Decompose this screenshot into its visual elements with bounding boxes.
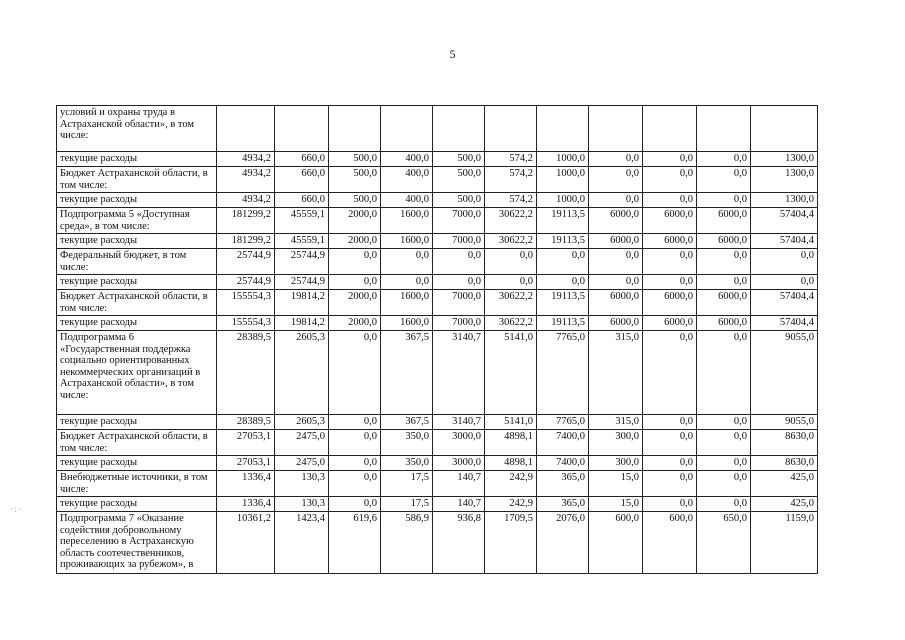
value-cell: 57404,4 [751,208,818,234]
value-cell: 367,5 [381,415,433,430]
value-cell: 140,7 [433,497,485,512]
value-cell: 25744,9 [275,249,329,275]
value-cell: 500,0 [329,152,381,167]
table-row [57,152,818,167]
value-cell: 0,0 [329,497,381,512]
value-cell: 0,0 [589,193,643,208]
value-cell: 0,0 [329,275,381,290]
value-cell: 1600,0 [381,234,433,249]
value-cell: 0,0 [329,249,381,275]
value-cell: 0,0 [643,471,697,497]
value-cell: 28389,5 [217,331,275,415]
value-cell [643,106,697,152]
value-cell: 0,0 [643,456,697,471]
table-row [57,290,818,316]
value-cell: 4934,2 [217,167,275,193]
table-row [57,497,818,512]
value-cell: 6000,0 [589,208,643,234]
table-row [57,430,818,456]
value-cell: 1000,0 [537,193,589,208]
value-cell: 6000,0 [697,316,751,331]
row-label: Подпрограмма 6 «Государственная поддержка социально ориентированных некоммерческих организаций в Астраханской области», в том числе: [57,331,217,415]
value-cell: 45559,1 [275,234,329,249]
value-cell: 1159,0 [751,512,818,574]
value-cell: 0,0 [697,415,751,430]
value-cell: 2000,0 [329,290,381,316]
value-cell: 0,0 [751,275,818,290]
value-cell: 0,0 [485,275,537,290]
value-cell: 0,0 [329,456,381,471]
value-cell: 0,0 [381,275,433,290]
value-cell: 27053,1 [217,430,275,456]
value-cell: 425,0 [751,471,818,497]
value-cell: 27053,1 [217,456,275,471]
value-cell: 2475,0 [275,456,329,471]
value-cell [329,106,381,152]
value-cell: 0,0 [329,415,381,430]
row-label: Федеральный бюджет, в том числе: [57,249,217,275]
value-cell: 57404,4 [751,234,818,249]
value-cell: 425,0 [751,497,818,512]
value-cell: 0,0 [643,497,697,512]
value-cell: 1600,0 [381,208,433,234]
value-cell: 600,0 [643,512,697,574]
value-cell: 0,0 [643,415,697,430]
value-cell: 140,7 [433,471,485,497]
value-cell: 0,0 [589,167,643,193]
value-cell: 130,3 [275,497,329,512]
table-row [57,415,818,430]
value-cell: 155554,3 [217,290,275,316]
value-cell: 350,0 [381,456,433,471]
margin-mark: · : · [10,505,22,514]
row-label: Бюджет Астраханской области, в том числе: [57,290,217,316]
value-cell: 300,0 [589,456,643,471]
value-cell: 8630,0 [751,456,818,471]
value-cell: 2605,3 [275,415,329,430]
value-cell: 500,0 [433,193,485,208]
value-cell: 7000,0 [433,290,485,316]
row-label: текущие расходы [57,415,217,430]
value-cell [381,106,433,152]
value-cell: 7000,0 [433,208,485,234]
value-cell: 0,0 [697,471,751,497]
value-cell: 0,0 [643,331,697,415]
row-label: Бюджет Астраханской области, в том числе: [57,430,217,456]
value-cell: 4898,1 [485,456,537,471]
value-cell: 6000,0 [697,208,751,234]
value-cell: 3140,7 [433,331,485,415]
row-label: текущие расходы [57,497,217,512]
value-cell: 57404,4 [751,290,818,316]
value-cell: 1300,0 [751,152,818,167]
value-cell: 28389,5 [217,415,275,430]
value-cell: 315,0 [589,415,643,430]
value-cell: 5141,0 [485,415,537,430]
table-row [57,471,818,497]
value-cell: 6000,0 [643,316,697,331]
value-cell: 15,0 [589,471,643,497]
value-cell: 0,0 [589,275,643,290]
value-cell: 3000,0 [433,456,485,471]
value-cell: 7000,0 [433,234,485,249]
value-cell: 130,3 [275,471,329,497]
value-cell: 242,9 [485,471,537,497]
value-cell: 574,2 [485,193,537,208]
value-cell: 1600,0 [381,316,433,331]
value-cell: 4934,2 [217,193,275,208]
value-cell [217,106,275,152]
value-cell: 25744,9 [275,275,329,290]
value-cell: 3140,7 [433,415,485,430]
value-cell: 6000,0 [697,234,751,249]
value-cell: 1000,0 [537,152,589,167]
value-cell: 2000,0 [329,234,381,249]
value-cell [697,106,751,152]
table-row [57,456,818,471]
value-cell: 315,0 [589,331,643,415]
value-cell: 0,0 [537,275,589,290]
value-cell: 4898,1 [485,430,537,456]
value-cell [433,106,485,152]
value-cell: 6000,0 [589,290,643,316]
value-cell: 19814,2 [275,316,329,331]
value-cell: 574,2 [485,152,537,167]
value-cell: 0,0 [485,249,537,275]
value-cell: 0,0 [329,430,381,456]
value-cell: 19814,2 [275,290,329,316]
value-cell: 7765,0 [537,331,589,415]
value-cell: 19113,5 [537,234,589,249]
value-cell: 7765,0 [537,415,589,430]
value-cell: 17,5 [381,471,433,497]
row-label: текущие расходы [57,152,217,167]
row-label: текущие расходы [57,193,217,208]
table-row [57,106,818,152]
value-cell: 400,0 [381,167,433,193]
table-row [57,316,818,331]
value-cell: 6000,0 [643,234,697,249]
value-cell: 57404,4 [751,316,818,331]
value-cell: 30622,2 [485,208,537,234]
value-cell: 9055,0 [751,331,818,415]
value-cell: 0,0 [589,249,643,275]
value-cell: 1300,0 [751,193,818,208]
value-cell: 1709,5 [485,512,537,574]
table-body [57,106,818,574]
value-cell: 365,0 [537,497,589,512]
value-cell [751,106,818,152]
value-cell: 0,0 [697,249,751,275]
row-label: условий и охраны труда в Астраханской области», в том числе: [57,106,217,152]
value-cell: 1336,4 [217,497,275,512]
value-cell: 660,0 [275,193,329,208]
value-cell: 8630,0 [751,430,818,456]
value-cell: 0,0 [697,456,751,471]
value-cell: 936,8 [433,512,485,574]
value-cell: 7400,0 [537,456,589,471]
value-cell: 30622,2 [485,316,537,331]
value-cell: 600,0 [589,512,643,574]
value-cell: 9055,0 [751,415,818,430]
value-cell: 0,0 [697,152,751,167]
value-cell: 30622,2 [485,234,537,249]
value-cell: 25744,9 [217,249,275,275]
value-cell: 155554,3 [217,316,275,331]
row-label: текущие расходы [57,456,217,471]
value-cell: 0,0 [697,275,751,290]
value-cell: 45559,1 [275,208,329,234]
value-cell: 500,0 [329,167,381,193]
row-label: текущие расходы [57,234,217,249]
value-cell: 619,6 [329,512,381,574]
value-cell: 0,0 [329,331,381,415]
table-row [57,512,818,574]
value-cell: 0,0 [643,430,697,456]
value-cell: 0,0 [643,193,697,208]
value-cell: 2475,0 [275,430,329,456]
value-cell: 500,0 [433,152,485,167]
page-number: 5 [449,47,456,61]
table-row [57,167,818,193]
value-cell: 19113,5 [537,208,589,234]
row-label: Внебюджетные источники, в том числе: [57,471,217,497]
value-cell: 0,0 [537,249,589,275]
value-cell: 586,9 [381,512,433,574]
value-cell: 574,2 [485,167,537,193]
value-cell: 7000,0 [433,316,485,331]
value-cell: 1300,0 [751,167,818,193]
value-cell: 350,0 [381,430,433,456]
value-cell: 10361,2 [217,512,275,574]
value-cell: 0,0 [697,193,751,208]
value-cell: 365,0 [537,471,589,497]
value-cell: 4934,2 [217,152,275,167]
value-cell: 30622,2 [485,290,537,316]
value-cell: 2000,0 [329,316,381,331]
value-cell: 6000,0 [643,208,697,234]
value-cell: 0,0 [697,167,751,193]
value-cell: 1336,4 [217,471,275,497]
value-cell [589,106,643,152]
value-cell: 0,0 [329,471,381,497]
value-cell: 367,5 [381,331,433,415]
table-row [57,249,818,275]
value-cell: 0,0 [433,275,485,290]
value-cell: 0,0 [643,152,697,167]
table-row [57,331,818,415]
value-cell: 25744,9 [217,275,275,290]
value-cell: 15,0 [589,497,643,512]
value-cell: 19113,5 [537,290,589,316]
value-cell: 5141,0 [485,331,537,415]
row-label: Подпрограмма 5 «Доступная среда», в том числе: [57,208,217,234]
value-cell: 2000,0 [329,208,381,234]
value-cell: 19113,5 [537,316,589,331]
budget-table-wrap [56,105,818,574]
table-row [57,275,818,290]
value-cell: 0,0 [589,152,643,167]
table-row [57,208,818,234]
table-row [57,193,818,208]
value-cell: 0,0 [643,249,697,275]
value-cell: 400,0 [381,193,433,208]
value-cell: 181299,2 [217,234,275,249]
value-cell: 6000,0 [697,290,751,316]
value-cell: 6000,0 [589,316,643,331]
value-cell [275,106,329,152]
row-label: Бюджет Астраханской области, в том числе: [57,167,217,193]
value-cell: 0,0 [433,249,485,275]
budget-table [56,105,818,574]
value-cell: 0,0 [697,331,751,415]
value-cell: 181299,2 [217,208,275,234]
value-cell: 400,0 [381,152,433,167]
value-cell [485,106,537,152]
value-cell: 17,5 [381,497,433,512]
value-cell: 7400,0 [537,430,589,456]
row-label: текущие расходы [57,316,217,331]
value-cell: 0,0 [643,275,697,290]
value-cell: 0,0 [751,249,818,275]
value-cell: 0,0 [697,497,751,512]
value-cell: 660,0 [275,152,329,167]
value-cell: 1600,0 [381,290,433,316]
value-cell: 2076,0 [537,512,589,574]
value-cell: 500,0 [329,193,381,208]
value-cell: 0,0 [697,430,751,456]
value-cell: 2605,3 [275,331,329,415]
value-cell: 500,0 [433,167,485,193]
value-cell: 1423,4 [275,512,329,574]
value-cell: 6000,0 [643,290,697,316]
value-cell: 0,0 [381,249,433,275]
row-label: Подпрограмма 7 «Оказание содействия добровольному переселению в Астраханскую область соотечественников, проживающих за рубежом», в [57,512,217,574]
value-cell: 242,9 [485,497,537,512]
value-cell: 1000,0 [537,167,589,193]
table-row [57,234,818,249]
value-cell: 300,0 [589,430,643,456]
value-cell: 650,0 [697,512,751,574]
value-cell: 3000,0 [433,430,485,456]
value-cell: 0,0 [643,167,697,193]
row-label: текущие расходы [57,275,217,290]
value-cell: 6000,0 [589,234,643,249]
value-cell: 660,0 [275,167,329,193]
value-cell [537,106,589,152]
